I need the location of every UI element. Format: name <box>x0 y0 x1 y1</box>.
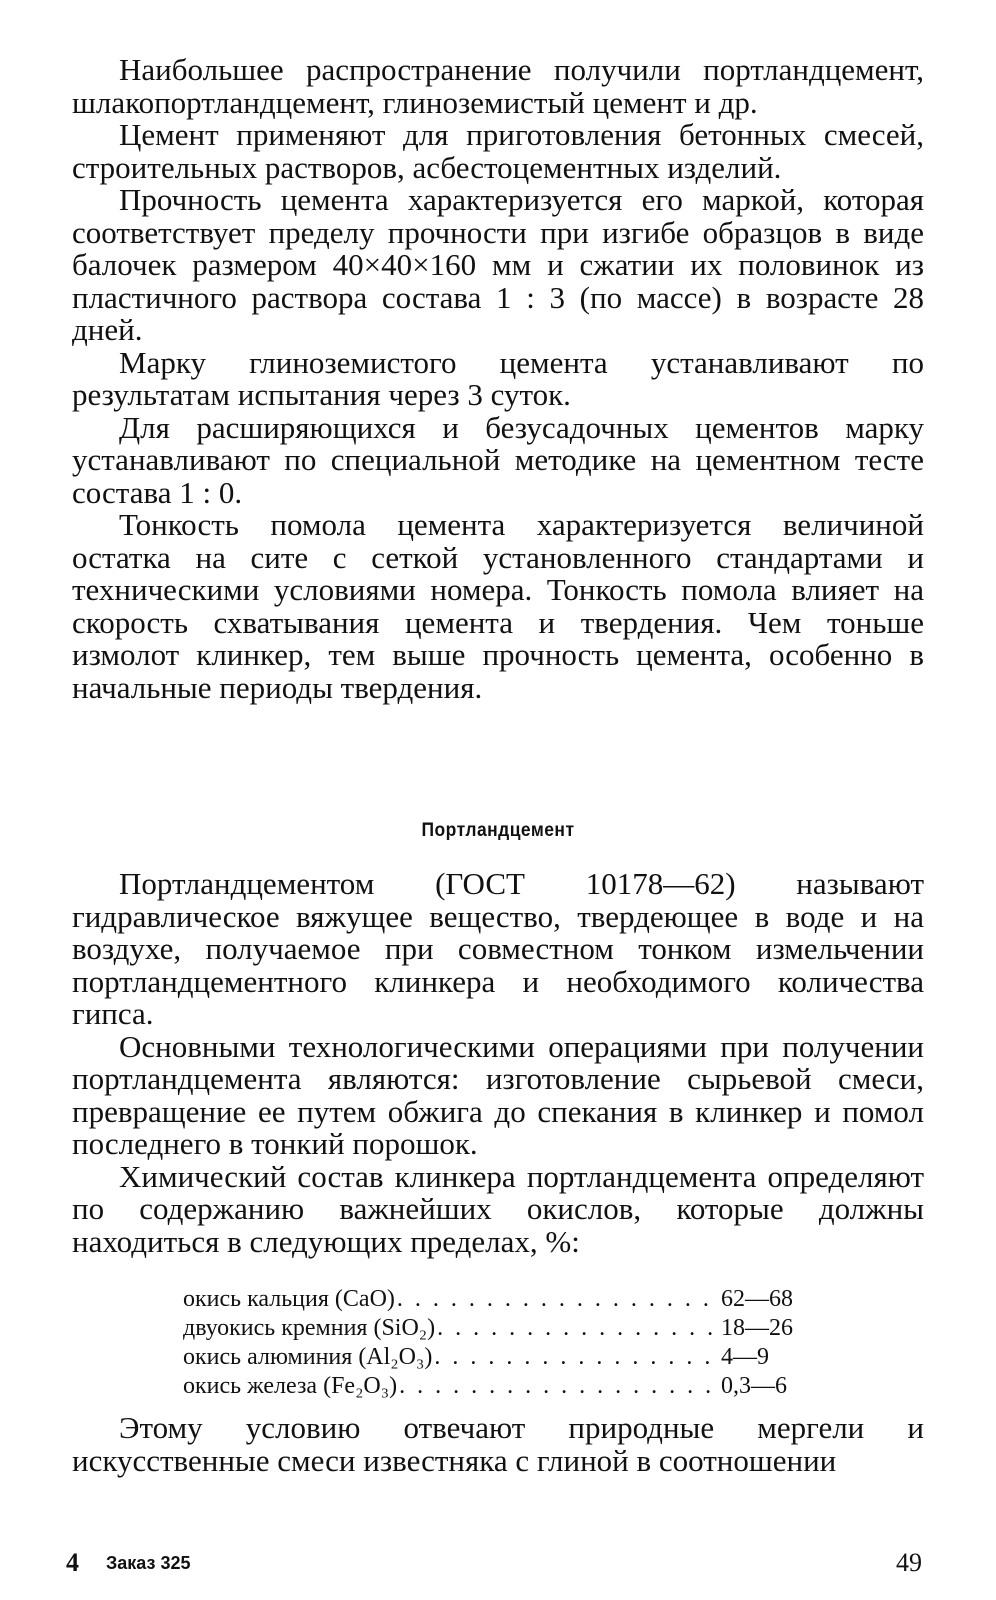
dot-leader <box>399 1372 719 1401</box>
portland-text-block <box>72 868 924 1258</box>
oxide-name: окись железа (Fe₂O₃) <box>183 1373 398 1399</box>
oxide-range: 62—68 <box>721 1286 793 1312</box>
paragraph-cement-types: Наибольшее распространение получили портландцемент, шлакопортландцемент, глиноземистый цемент и др. <box>72 52 924 120</box>
paragraph-portland-operations: Основными технологическими операциями при получении портландцемента являются: изготовление сырьевой смеси, превращение ее путем обжига до спекания в клинкер и помол последнего в тонкий порошок. <box>72 1028 924 1161</box>
paragraph-cement-uses: Цемент применяют для приготовления бетонных смесей, строительных растворов, асбестоцементных изделий. <box>72 117 924 185</box>
oxide-row <box>183 1285 811 1314</box>
print-order-label: Заказ 325 <box>106 1553 191 1573</box>
dot-leader <box>434 1343 719 1372</box>
paragraph-chemical-composition: Химический состав клинкера портландцемента определяют по содержанию важнейших окислов, которые должны находиться в следующих пределах, %: <box>72 1158 924 1259</box>
paragraph-cement-strength: Прочность цемента характеризуется его маркой, которая соответствует пределу прочности при изгибе образцов в виде балочек размером 40×40×160 мм и сжатии их половинок из пластичного раствора состава 1 : 3 (по массе) в возрасте 28 дней. <box>72 182 924 347</box>
oxide-row <box>183 1314 811 1343</box>
oxide-name: двуокись кремния (SiO₂) <box>183 1315 436 1341</box>
closing-text-block <box>72 1412 924 1477</box>
oxide-name: окись алюминия (Al₂O₃) <box>183 1344 433 1370</box>
oxide-composition-list <box>183 1285 811 1401</box>
paragraph-alumina-cement-grade: Марку глиноземистого цемента устанавливают по результатам испытания через 3 суток. <box>72 344 924 412</box>
oxide-row <box>183 1372 811 1401</box>
dot-leader <box>397 1285 719 1314</box>
dot-leader <box>437 1314 719 1343</box>
oxide-range: 0,3—6 <box>721 1373 787 1399</box>
paragraph-grinding-fineness: Тонкость помола цемента характеризуется величиной остатка на сите с сеткой установленного стандартами и техническими условиями номера. Тонкость помола влияет на скорость схватывания цемента и твердения. Чем тоньше измолот клинкер, тем выше прочность цемента, особенно в начальные периоды твердения. <box>72 507 924 705</box>
paragraph-marl-mixtures: Этому условию отвечают природные мергели и искусственные смеси известняка с глиной в соотношении <box>72 1410 924 1478</box>
paragraph-expanding-cement-grade: Для расширяющихся и безусадочных цементов марку устанавливают по специальной методике на цементном тесте состава 1 : 0. <box>72 409 924 510</box>
oxide-range: 18—26 <box>721 1315 793 1341</box>
oxide-range: 4—9 <box>721 1344 769 1370</box>
section-heading: Портландцемент <box>421 820 575 841</box>
oxide-row <box>183 1343 811 1372</box>
paragraph-portland-definition: Портландцементом (ГОСТ 10178—62) называют гидравлическое вяжущее вещество, твердеющее в воде и на воздухе, получаемое при совместном тонком измельчении портландцементного клинкера и необходимого количества гипса. <box>72 866 924 1031</box>
page-number: 49 <box>896 1548 922 1577</box>
page-footer <box>66 1548 924 1584</box>
intro-text-block <box>72 54 924 704</box>
sheet-number: 4 <box>66 1548 79 1577</box>
oxide-name: окись кальция (CaO) <box>183 1286 395 1312</box>
